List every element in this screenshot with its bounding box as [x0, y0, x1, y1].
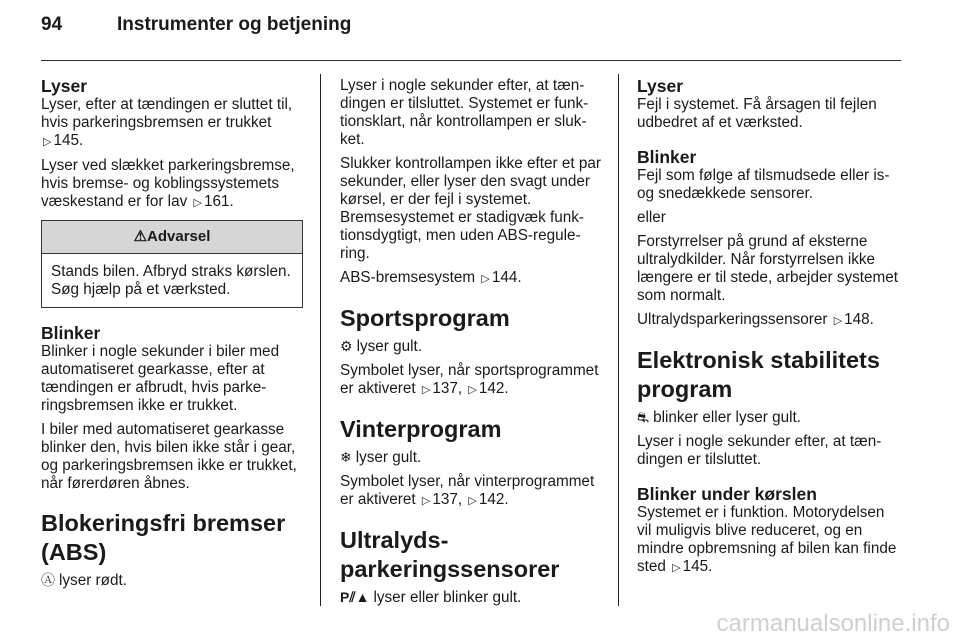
column-divider-1 — [320, 74, 321, 606]
page-number: 94 — [41, 14, 63, 35]
ultrasonic-icon-line: P⫽▲ lyser eller blinker gult. — [340, 589, 522, 606]
sport-icon-line: ⚙ lyser gult. — [340, 338, 423, 355]
page-header — [41, 14, 351, 36]
page-title: Instrumenter og betjening — [117, 14, 352, 35]
lyser-paragraph-1: Lyser, efter at tændingen er sluttet til, hvis parkeringsbremsen er trukket ▷ 145. — [41, 96, 293, 149]
page-ref-icon: ▷ — [481, 273, 490, 285]
winter-icon-line: ❄ lyser gult. — [340, 449, 422, 466]
sport-program-icon: ⚙ — [340, 338, 353, 354]
blinker-paragraph-3: Fejl som følge af tilsmudsede eller is- og snedækkede sensorer. — [637, 167, 890, 202]
column-1 — [41, 77, 303, 596]
warning-header: ⚠Advarsel — [42, 221, 302, 254]
abs-paragraph-2: Slukker kontrollampen ikke efter et par sekunder, eller lyser den svagt under kørsel, er der fejl i systemet. Bremsesystemet er stadigvæk funktionsdygtigt, men uden ABS-regulering. — [340, 155, 602, 262]
sport-paragraph: Symbolet lyser, når sportsprogrammet er aktiveret ▷ 137, ▷ 142. — [340, 362, 599, 397]
ultrasonic-heading: Ultralydsparkeringssensorer — [340, 527, 560, 582]
driving-paragraph: Systemet er i funktion. Motorydelsen vil muligvis blive reduceret, og en mindre opbremsning af bilen kan finde sted ▷ 145. — [637, 504, 897, 575]
warning-text: Stands bilen. Afbryd straks kørslen. Søg hjælp på et værksted. — [51, 263, 291, 298]
blinker-heading: Blinker — [41, 323, 101, 343]
page-ref-icon: ▷ — [43, 136, 52, 148]
column-divider-2 — [618, 74, 619, 606]
sport-heading: Sportsprogram — [340, 305, 510, 331]
abs-paragraph-1: Lyser i nogle sekunder efter, at tændingen er tilsluttet. Systemet er funktionsklart, når kontrollampen er slukket. — [340, 77, 589, 148]
abs-text: Ⓐ lyser rødt. — [41, 572, 127, 589]
warning-box — [41, 220, 303, 308]
parking-sensor-icon: P⫽▲ — [340, 589, 370, 605]
abs-heading: Blokeringsfri bremser (ABS) — [41, 510, 286, 565]
lyser-paragraph-2: Lyser ved slækket parkeringsbremse, hvis bremse- og koblingssystemets væskestand er for lav ▷ 161. — [41, 157, 295, 210]
esp-icon-line: ⛐ blinker eller lyser gult. — [637, 409, 802, 426]
page-ref-icon: ▷ — [833, 315, 843, 327]
header-rule — [41, 60, 901, 61]
esp-paragraph: Lyser i nogle sekunder efter, at tændingen er tilsluttet. — [637, 433, 882, 468]
page-ref-icon: ▷ — [193, 197, 202, 209]
driving-heading: Blinker under kørslen — [637, 484, 817, 504]
page-ref-icon: ▷ — [468, 384, 477, 396]
lyser-paragraph-3: Fejl i systemet. Få årsagen til fejlen udbedret af et værksted. — [637, 96, 877, 131]
abs-warning-icon: Ⓐ — [41, 572, 55, 588]
page-ref-icon: ▷ — [468, 495, 477, 507]
lyser-heading-2: Lyser — [637, 76, 684, 96]
esp-heading: Elektronisk stabilitets program — [637, 347, 880, 402]
lyser-heading: Lyser — [41, 76, 88, 96]
winter-heading: Vinterprogram — [340, 416, 502, 442]
page-ref-icon: ▷ — [672, 562, 681, 574]
watermark: carmanualsonline.info — [716, 610, 950, 637]
winter-paragraph: Symbolet lyser, når vinterprogrammet er aktiveret ▷ 137, ▷ 142. — [340, 473, 595, 508]
stability-control-icon: ⛐ — [637, 409, 650, 425]
column-3 — [637, 77, 902, 583]
page-ref-icon: ▷ — [421, 495, 431, 507]
page-ref-icon: ▷ — [421, 384, 431, 396]
ultrasonic-ref: Ultralydsparkeringssensorer ▷ 148. — [637, 311, 874, 328]
blinker-paragraph-5: Forstyrrelser på grund af eksterne ultralydkilder. Når forstyrrelsen ikke længere er til stede, arbejder systemet som normalt. — [637, 233, 899, 304]
column-2 — [340, 77, 602, 613]
blinker-paragraph-2: I biler med automatiseret gearkasse blinker den, hvis bilen ikke står i gear, og parkeringsbremsen ikke er trukket, når førerdøren åbnes. — [41, 421, 297, 492]
warning-triangle-icon: ⚠ — [133, 228, 148, 245]
snowflake-icon: ❄ — [340, 449, 352, 465]
blinker-heading-2: Blinker — [637, 147, 697, 167]
blinker-paragraph-4: eller — [637, 209, 666, 226]
abs-paragraph-3: ABS-bremsesystem ▷ 144. — [340, 269, 522, 286]
blinker-paragraph-1: Blinker i nogle sekunder i biler med automatiseret gearkasse, efter at tændingen er afbrudt, hvis parkeringsbremsen ikke er trukket. — [41, 343, 280, 414]
